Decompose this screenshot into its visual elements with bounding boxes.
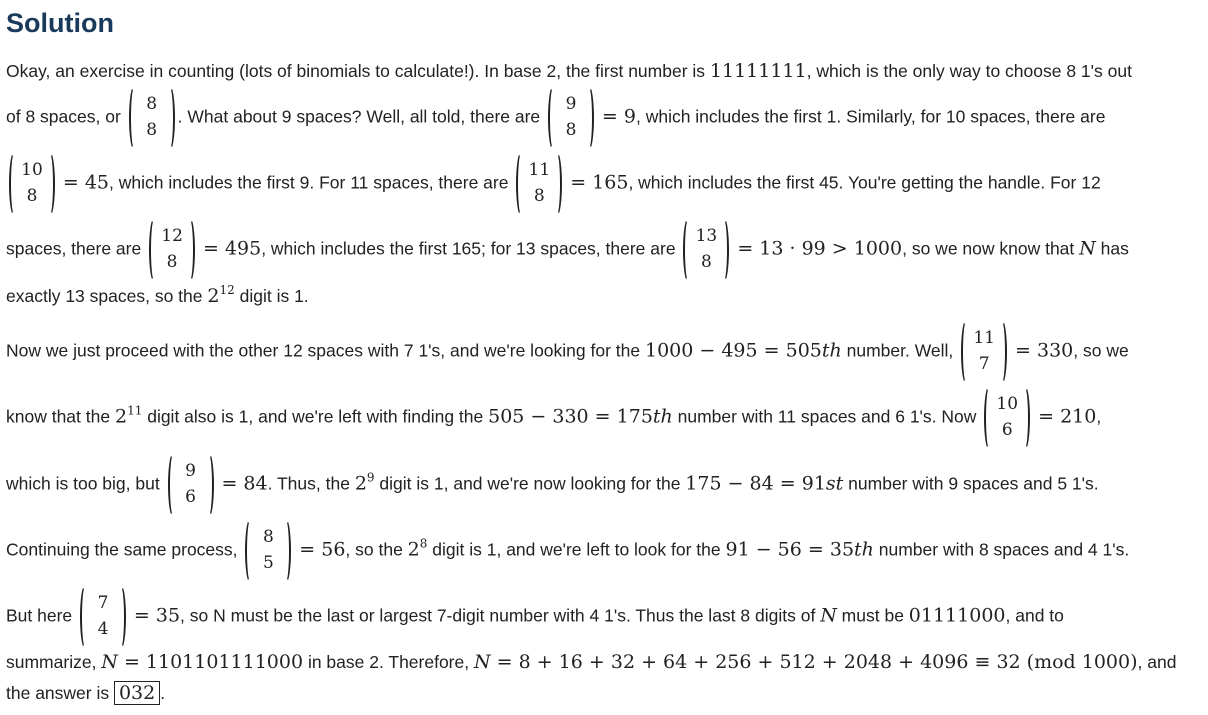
math: 01111000 [908,604,1006,627]
math-variable: N [1079,237,1096,260]
binomial [516,152,562,216]
right-paren [997,320,1007,384]
binomial-top: 8 [146,94,158,114]
text: number with 9 spaces and 5 1's. [843,473,1099,494]
paragraph-4-line-2 [6,651,1176,673]
binomial [683,218,729,282]
binomial-bottom: 6 [1001,420,1013,440]
text: , which is the only way to choose 8 1's out [806,61,1132,81]
text: , and to [1005,605,1064,626]
binomial-top: 9 [185,461,196,481]
exponent: 8 [419,536,428,551]
paragraph-2-line-2 [6,386,1101,450]
binomial [168,453,214,517]
math: = 8 + 16 + 32 + 64 + 256 + 512 + 2048 + 4096 ≡ 32 (mod 1000) [490,651,1138,673]
text: number. Well, [841,340,959,361]
binomial [984,386,1030,450]
text: , which includes the first 165; for 13 spaces, there are [261,238,681,259]
math: 91 − 56 = 35 [725,538,855,561]
binomial-bottom: 8 [533,186,545,206]
math: 2 [354,472,367,495]
math-variable: N [820,604,837,627]
paragraph-1-line-1 [6,60,1132,82]
binomial-top: 13 [695,226,718,246]
math: = 56 [299,538,346,561]
math: 2 [207,285,220,307]
right-paren [45,152,55,216]
binomial [129,86,175,150]
math: = 35 [133,604,181,627]
math: 175 − 84 = 91 [685,472,826,495]
binomial-top: 10 [996,394,1019,414]
text: in base 2. Therefore, [303,652,474,672]
binomial [961,320,1007,384]
math-suffix: th [652,405,673,428]
answer-box: 032 [114,681,160,705]
binomial [9,152,55,216]
math: = 9 [601,105,636,128]
math: = 495 [202,237,262,260]
binomial [245,519,291,583]
math: 505 − 330 = 175 [488,405,653,428]
exponent: 9 [366,470,375,485]
paragraph-1-line-2 [6,86,1105,150]
math: 11111111 [709,60,807,82]
right-paren [204,453,214,517]
text: . What about 9 spaces? Well, all told, there are [177,106,546,127]
math-suffix: st [825,472,844,495]
text: digit is 1, and we're left to look for the [427,539,726,560]
right-paren [185,218,195,282]
binomial-bottom: 8 [26,186,38,206]
paragraph-2-line-3 [6,453,1099,517]
text: of 8 spaces, or [6,106,126,127]
binomial-top: 9 [565,94,577,114]
math-variable: N [101,651,118,673]
binomial-top: 12 [161,226,183,246]
paragraph-1-line-5 [6,285,309,307]
right-paren [584,86,594,150]
binomial-bottom: 8 [146,120,158,140]
binomial-top: 7 [97,593,109,613]
text: the answer is [6,683,114,703]
math: = 210 [1038,405,1097,428]
text: , so the [345,539,408,560]
text: Now we just proceed with the other 12 spaces with 7 1's, and we're looking for the [6,340,645,361]
math: = 330 [1015,339,1074,362]
text: . [160,683,166,703]
math: = 165 [570,171,629,194]
text: , so N must be the last or largest 7-digit number with 4 1's. Thus the last 8 digits of [180,605,821,626]
text: summarize, [6,652,102,672]
text: which is too big, but [6,473,165,494]
text: spaces, there are [6,238,147,259]
binomial-top: 10 [21,160,43,180]
math-suffix: th [821,339,842,362]
math-variable: N [473,651,491,673]
binomial-top: 11 [973,328,995,348]
math: = 45 [62,171,110,194]
paragraph-4-line-1 [6,585,1064,649]
page-title: Solution [6,8,114,38]
right-paren [165,86,175,150]
paragraph-1-line-4 [6,218,1129,282]
text: , and [1137,652,1177,672]
binomial-bottom: 7 [978,354,990,374]
paragraph-3-line-1 [6,519,1129,583]
binomial-bottom: 5 [262,553,274,573]
text: . Thus, the [267,473,355,494]
text: , so we [1073,340,1129,361]
text: , so we now know that [902,238,1080,259]
text: , [1096,406,1102,427]
paragraph-2-line-1 [6,320,1129,384]
math: = 1101101111000 [117,651,304,673]
text: digit is 1. [234,286,309,306]
text: must be [836,605,909,626]
math: 1000 − 495 = 505 [644,339,822,362]
binomial-top: 8 [262,527,274,547]
exponent: 12 [219,283,235,297]
paragraph-4-line-3 [6,681,165,705]
binomial-top: 11 [528,160,551,180]
text: digit also is 1, and we're left with finding the [142,406,489,427]
binomial [80,585,126,649]
binomial-bottom: 8 [701,252,712,272]
right-paren [116,585,126,649]
text: , which includes the first 1. Similarly, for 10 spaces, there are [635,106,1106,127]
text: exactly 13 spaces, so the [6,286,208,306]
binomial-bottom: 6 [185,487,196,507]
binomial-bottom: 8 [565,120,577,140]
exponent: 11 [127,403,143,418]
binomial-bottom: 8 [166,252,178,272]
text: number with 8 spaces and 4 1's. [873,539,1130,560]
binomial [149,218,195,282]
text: Okay, an exercise in counting (lots of binomials to calculate!). In base 2, the first number is [6,61,710,81]
math: 2 [114,405,128,428]
text: know that the [6,406,115,427]
math: = 13 · 99 > 1000 [737,237,903,260]
math-suffix: th [854,538,874,561]
text: Continuing the same process, [6,539,243,560]
paragraph-1-line-3 [6,152,1101,216]
text: , which includes the first 9. For 11 spaces, there are [109,172,514,193]
math: 2 [407,538,420,561]
binomial [548,86,594,150]
binomial-bottom: 4 [97,619,109,639]
text: has [1095,238,1129,259]
text: But here [6,605,78,626]
math: = 84 [221,472,268,495]
text: digit is 1, and we're now looking for the [374,473,686,494]
text: number with 11 spaces and 6 1's. Now [672,406,982,427]
text: , which includes the first 45. You're getting the handle. For 12 [628,172,1101,193]
